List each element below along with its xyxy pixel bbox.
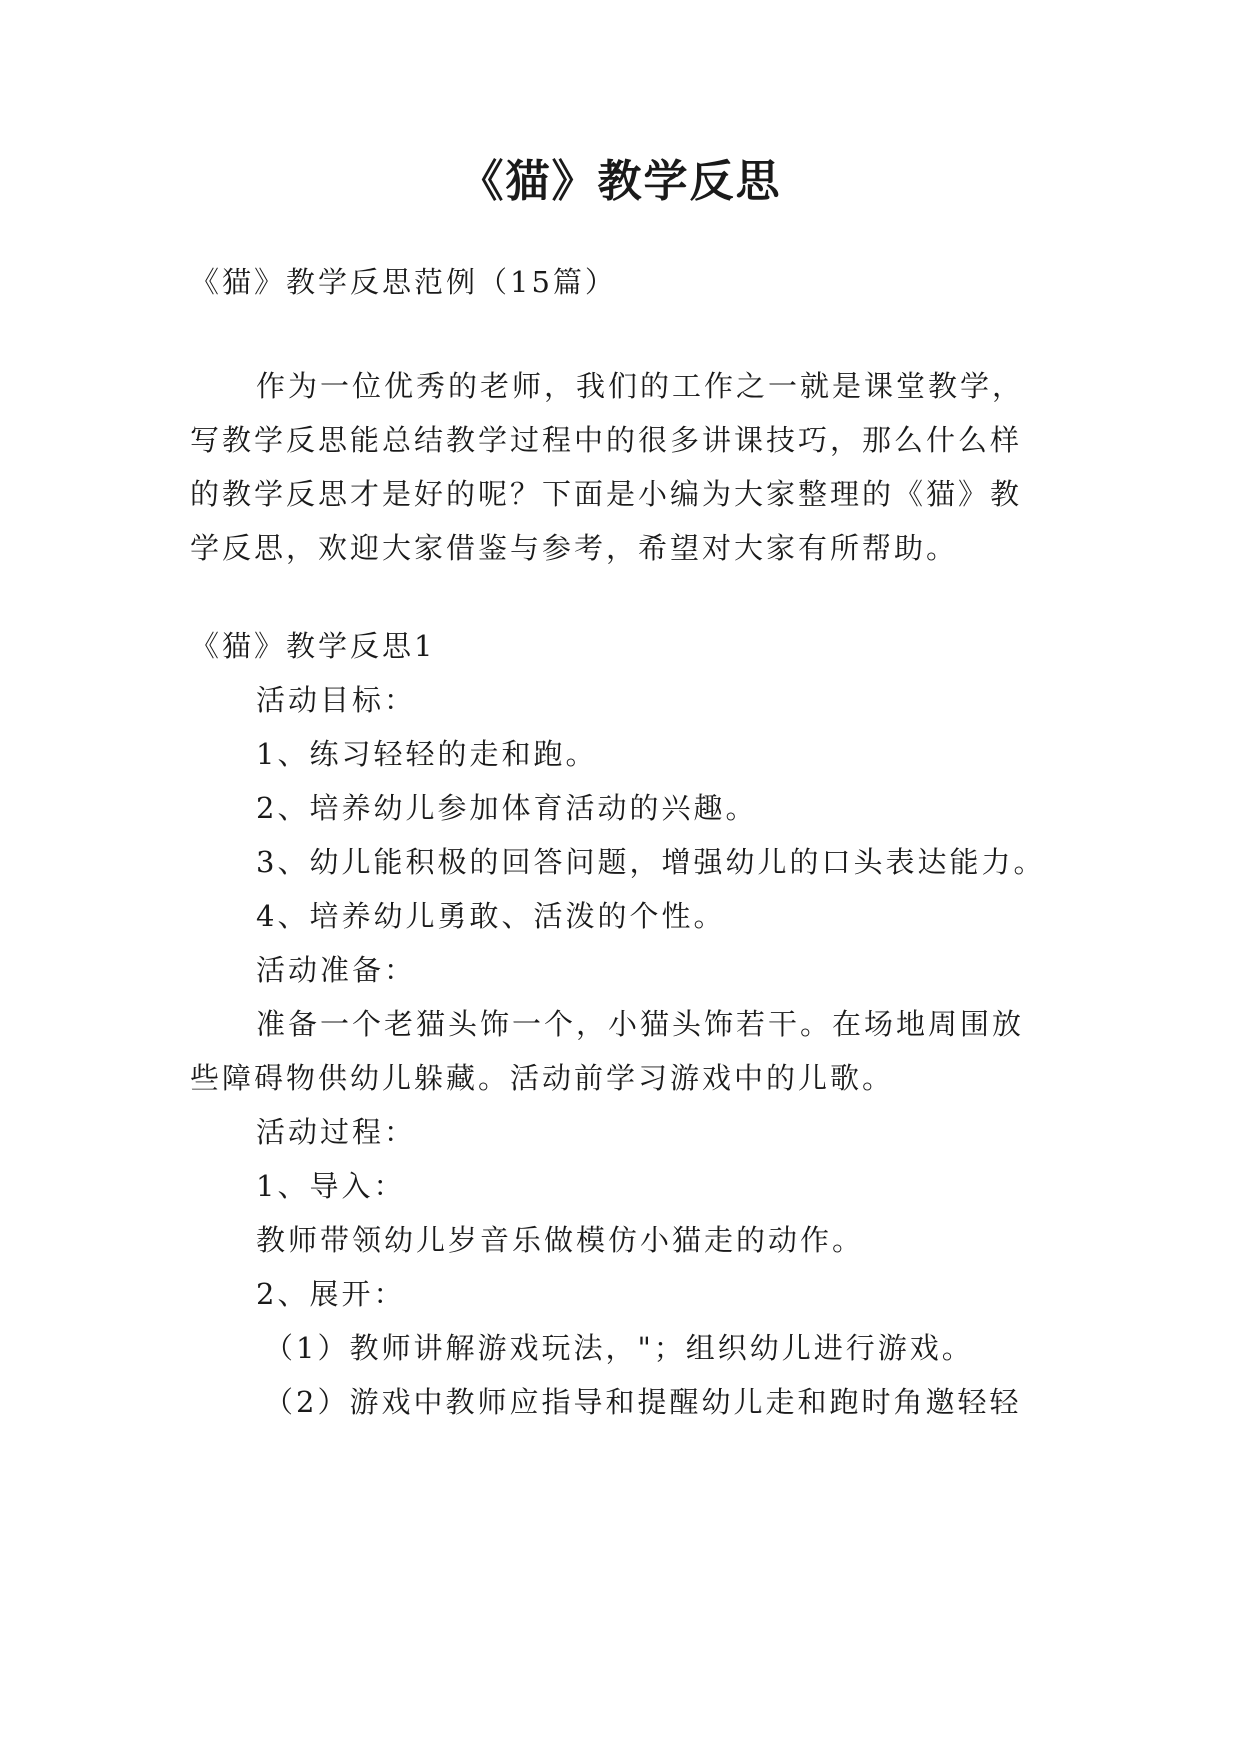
body-line-5: 4、培养幼儿勇敢、活泼的个性。 (256, 899, 726, 933)
body-line-8: 些障碍物供幼儿躲藏。活动前学习游戏中的儿歌。 (190, 1061, 895, 1095)
section-heading: 《猫》教学反思1 (190, 629, 436, 663)
body-line-6: 活动准备： (256, 953, 417, 987)
intro-line-4: 学反思，欢迎大家借鉴与参考，希望对大家有所帮助。 (190, 531, 959, 565)
body-line-12: 2、展开： (256, 1277, 406, 1311)
body-line-10: 1、导入： (256, 1169, 406, 1203)
document-title: 《猫》教学反思 (459, 156, 782, 207)
intro-line-1: 作为一位优秀的老师，我们的工作之一就是课堂教学， (256, 369, 1025, 403)
body-line-11: 教师带领幼儿岁音乐做模仿小猫走的动作。 (256, 1223, 865, 1257)
intro-line-3: 的教学反思才是好的呢？下面是小编为大家整理的《猫》教 (190, 477, 1023, 511)
body-line-4: 3、幼儿能积极的回答问题，增强幼儿的口头表达能力。 (256, 845, 1046, 879)
document-subtitle: 《猫》教学反思范例（15篇） (190, 265, 617, 299)
body-line-14: （2）游戏中教师应指导和提醒幼儿走和跑时角邀轻轻 (264, 1385, 1022, 1419)
body-line-9: 活动过程： (256, 1115, 417, 1149)
body-line-1: 活动目标： (256, 683, 417, 717)
body-line-7: 准备一个老猫头饰一个，小猫头饰若干。在场地周围放 (256, 1007, 1025, 1041)
intro-line-2: 写教学反思能总结教学过程中的很多讲课技巧，那么什么样 (190, 423, 1023, 457)
body-line-13: （1）教师讲解游戏玩法，"；组织幼儿进行游戏。 (264, 1331, 974, 1365)
body-line-3: 2、培养幼儿参加体育活动的兴趣。 (256, 791, 758, 825)
body-line-2: 1、练习轻轻的走和跑。 (256, 737, 598, 771)
